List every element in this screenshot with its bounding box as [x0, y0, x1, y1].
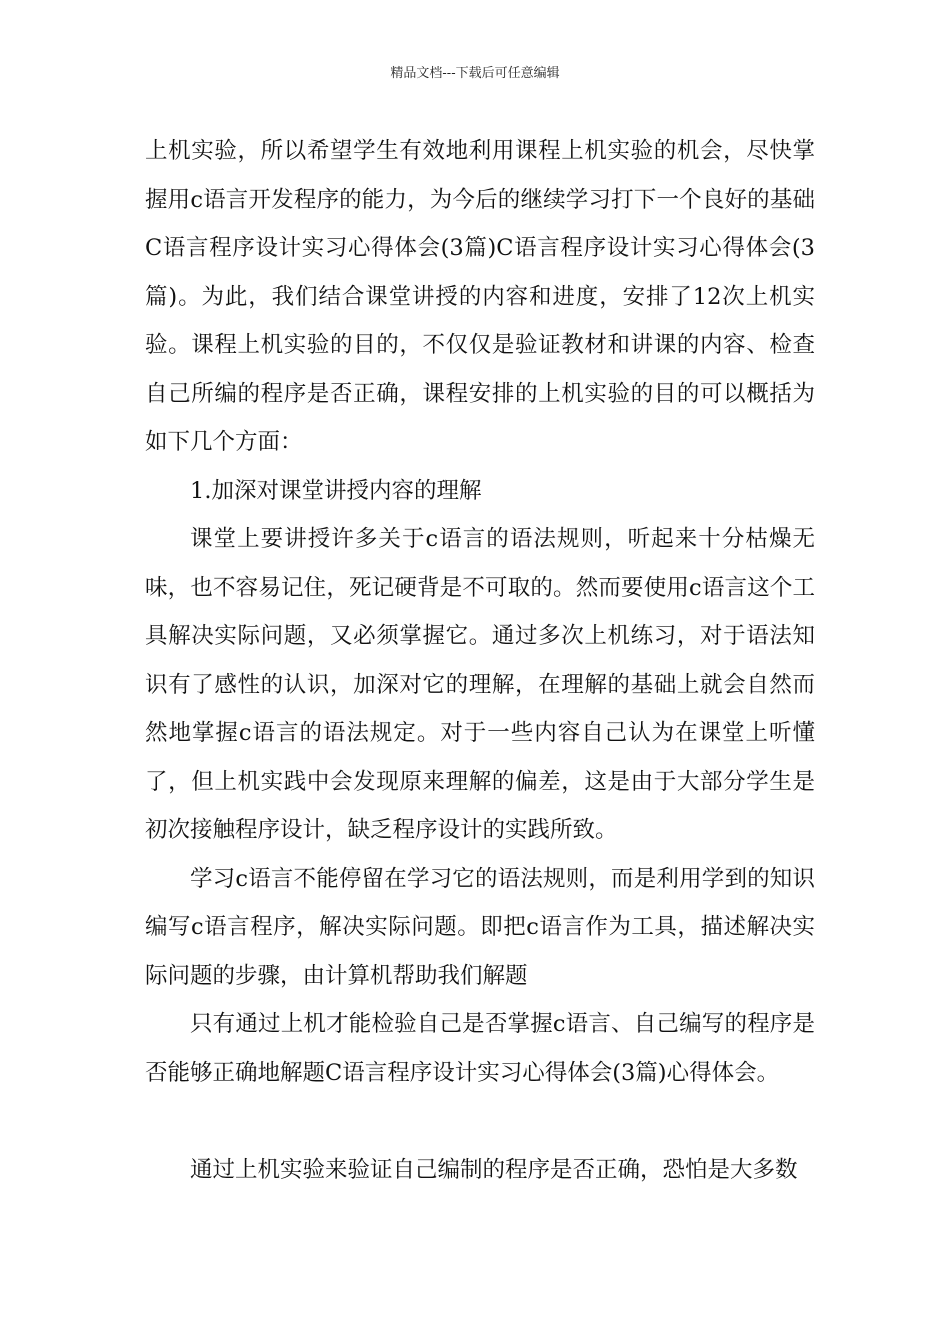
paragraph-verification: 只有通过上机才能检验自己是否掌握c语言、自己编写的程序是否能够正确地解题C语言程序设计实习心得体会(3篇)心得体会。: [145, 1011, 815, 1086]
paragraph-intro: 上机实验，所以希望学生有效地利用课程上机实验的机会，尽快掌握用c语言开发程序的能力，为今后的继续学习打下一个良好的基础C语言程序设计实习心得体会(3篇)C语言程序设计实习心得体会(3篇)。为此，我们结合课堂讲授的内容和进度，安排了12次上机实验。课程上机实验的目的，不仅仅是验证教材和讲课的内容、检查自己所编的程序是否正确，课程安排的上机实验的目的可以概括为如下几个方面：: [145, 138, 815, 455]
paragraph-final: 通过上机实验来验证自己编制的程序是否正确，恐怕是大多数: [190, 1156, 798, 1183]
paragraph-learning: 学习c语言不能停留在学习它的语法规则，而是利用学到的知识编写c语言程序，解决实际问题。即把c语言作为工具，描述解决实际问题的步骤，由计算机帮助我们解题: [145, 865, 815, 989]
paragraph-spacer: [145, 1097, 815, 1146]
paragraph-grammar: 课堂上要讲授许多关于c语言的语法规则，听起来十分枯燥无味，也不容易记住，死记硬背是不可取的。然而要使用c语言这个工具解决实际问题，又必须掌握它。通过多次上机练习，对于语法知识有了感性的认识，加深对它的理解，在理解的基础上就会自然而然地掌握c语言的语法规定。对于一些内容自己认为在课堂上听懂了，但上机实践中会发现原来理解的偏差，这是由于大部分学生是初次接触程序设计，缺乏程序设计的实践所致。: [145, 526, 815, 843]
document-body: [145, 127, 815, 1194]
section-heading: 1.加深对课堂讲授内容的理解: [190, 477, 482, 504]
page-header: 精品文档---下载后可任意编辑: [390, 66, 560, 81]
